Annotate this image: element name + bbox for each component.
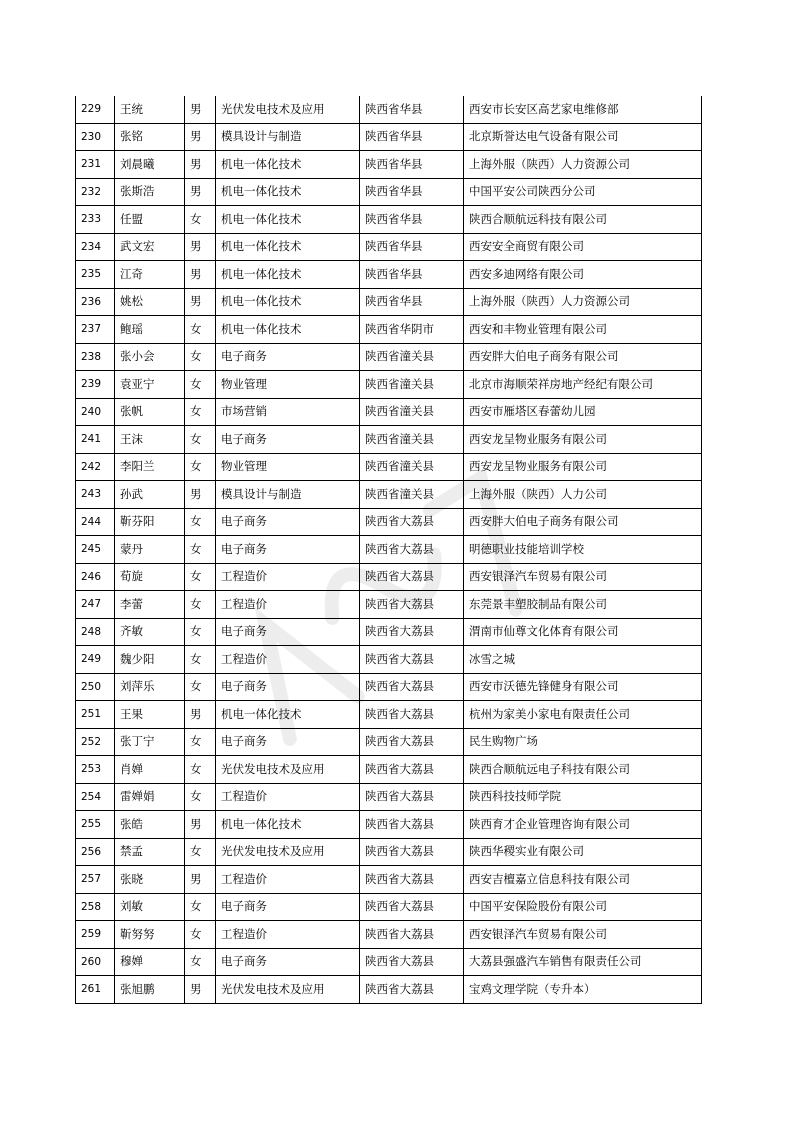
employer-cell: 北京斯誉达电气设备有限公司 xyxy=(464,123,702,151)
name-cell: 江奇 xyxy=(115,261,185,289)
major-cell: 光伏发电技术及应用 xyxy=(216,838,360,866)
table-row xyxy=(76,371,702,399)
table-row xyxy=(76,838,702,866)
name-cell: 刘晨曦 xyxy=(115,151,185,179)
origin-cell: 陕西省潼关县 xyxy=(360,453,464,481)
origin-cell: 陕西省潼关县 xyxy=(360,398,464,426)
origin-cell: 陕西省华县 xyxy=(360,206,464,234)
employer-cell: 陕西科技技师学院 xyxy=(464,783,702,811)
gender-cell: 女 xyxy=(185,646,216,674)
employer-cell: 西安银泽汽车贸易有限公司 xyxy=(464,921,702,949)
employer-cell: 中国平安公司陕西分公司 xyxy=(464,178,702,206)
major-cell: 光伏发电技术及应用 xyxy=(216,976,360,1004)
origin-cell: 陕西省大荔县 xyxy=(360,811,464,839)
gender-cell: 女 xyxy=(185,343,216,371)
origin-cell: 陕西省潼关县 xyxy=(360,343,464,371)
table-row xyxy=(76,673,702,701)
table-row xyxy=(76,316,702,344)
row-number-cell: 244 xyxy=(76,508,115,536)
origin-cell: 陕西省大荔县 xyxy=(360,646,464,674)
gender-cell: 男 xyxy=(185,811,216,839)
employer-cell: 西安银泽汽车贸易有限公司 xyxy=(464,563,702,591)
major-cell: 模具设计与制造 xyxy=(216,481,360,509)
gender-cell: 女 xyxy=(185,453,216,481)
employer-cell: 上海外服（陕西）人力公司 xyxy=(464,481,702,509)
major-cell: 电子商务 xyxy=(216,343,360,371)
gender-cell: 女 xyxy=(185,398,216,426)
employer-cell: 上海外服（陕西）人力资源公司 xyxy=(464,288,702,316)
table-body xyxy=(76,96,702,1003)
gender-cell: 女 xyxy=(185,673,216,701)
table-row xyxy=(76,646,702,674)
origin-cell: 陕西省大荔县 xyxy=(360,838,464,866)
origin-cell: 陕西省大荔县 xyxy=(360,893,464,921)
origin-cell: 陕西省大荔县 xyxy=(360,783,464,811)
major-cell: 机电一体化技术 xyxy=(216,701,360,729)
major-cell: 机电一体化技术 xyxy=(216,178,360,206)
major-cell: 电子商务 xyxy=(216,728,360,756)
employer-cell: 北京市海顺荣祥房地产经纪有限公司 xyxy=(464,371,702,399)
origin-cell: 陕西省华县 xyxy=(360,151,464,179)
row-number-cell: 236 xyxy=(76,288,115,316)
major-cell: 机电一体化技术 xyxy=(216,316,360,344)
employer-cell: 中国平安保险股份有限公司 xyxy=(464,893,702,921)
major-cell: 电子商务 xyxy=(216,893,360,921)
name-cell: 穆婵 xyxy=(115,948,185,976)
name-cell: 鲍瑶 xyxy=(115,316,185,344)
row-number-cell: 245 xyxy=(76,536,115,564)
major-cell: 物业管理 xyxy=(216,453,360,481)
major-cell: 电子商务 xyxy=(216,948,360,976)
row-number-cell: 253 xyxy=(76,756,115,784)
row-number-cell: 237 xyxy=(76,316,115,344)
row-number-cell: 256 xyxy=(76,838,115,866)
table-row xyxy=(76,591,702,619)
name-cell: 张斯浩 xyxy=(115,178,185,206)
origin-cell: 陕西省大荔县 xyxy=(360,921,464,949)
name-cell: 张小会 xyxy=(115,343,185,371)
name-cell: 张帆 xyxy=(115,398,185,426)
name-cell: 李阳兰 xyxy=(115,453,185,481)
name-cell: 王统 xyxy=(115,96,185,123)
row-number-cell: 261 xyxy=(76,976,115,1004)
major-cell: 电子商务 xyxy=(216,673,360,701)
row-number-cell: 250 xyxy=(76,673,115,701)
table-row xyxy=(76,756,702,784)
row-number-cell: 231 xyxy=(76,151,115,179)
employer-cell: 东莞景丰塑胶制品有限公司 xyxy=(464,591,702,619)
table-row xyxy=(76,261,702,289)
employer-cell: 陕西合顺航远科技有限公司 xyxy=(464,206,702,234)
table-row xyxy=(76,701,702,729)
gender-cell: 男 xyxy=(185,233,216,261)
gender-cell: 男 xyxy=(185,481,216,509)
major-cell: 工程造价 xyxy=(216,866,360,894)
row-number-cell: 229 xyxy=(76,96,115,123)
name-cell: 张晓 xyxy=(115,866,185,894)
employer-cell: 陕西华稷实业有限公司 xyxy=(464,838,702,866)
origin-cell: 陕西省华县 xyxy=(360,123,464,151)
name-cell: 刘萍乐 xyxy=(115,673,185,701)
name-cell: 魏少阳 xyxy=(115,646,185,674)
gender-cell: 女 xyxy=(185,563,216,591)
origin-cell: 陕西省潼关县 xyxy=(360,371,464,399)
row-number-cell: 233 xyxy=(76,206,115,234)
employer-cell: 西安龙呈物业服务有限公司 xyxy=(464,453,702,481)
gender-cell: 男 xyxy=(185,866,216,894)
gender-cell: 女 xyxy=(185,921,216,949)
table-row xyxy=(76,783,702,811)
name-cell: 武文宏 xyxy=(115,233,185,261)
row-number-cell: 239 xyxy=(76,371,115,399)
row-number-cell: 246 xyxy=(76,563,115,591)
origin-cell: 陕西省大荔县 xyxy=(360,948,464,976)
table-row xyxy=(76,536,702,564)
origin-cell: 陕西省华阴市 xyxy=(360,316,464,344)
row-number-cell: 240 xyxy=(76,398,115,426)
major-cell: 工程造价 xyxy=(216,646,360,674)
table-row xyxy=(76,728,702,756)
name-cell: 张旭鹏 xyxy=(115,976,185,1004)
table-row xyxy=(76,893,702,921)
row-number-cell: 249 xyxy=(76,646,115,674)
table-row xyxy=(76,123,702,151)
name-cell: 张皓 xyxy=(115,811,185,839)
name-cell: 李蕾 xyxy=(115,591,185,619)
name-cell: 荀旋 xyxy=(115,563,185,591)
gender-cell: 女 xyxy=(185,591,216,619)
name-cell: 齐敏 xyxy=(115,618,185,646)
origin-cell: 陕西省潼关县 xyxy=(360,426,464,454)
row-number-cell: 230 xyxy=(76,123,115,151)
name-cell: 肖婵 xyxy=(115,756,185,784)
origin-cell: 陕西省大荔县 xyxy=(360,591,464,619)
major-cell: 市场营销 xyxy=(216,398,360,426)
row-number-cell: 254 xyxy=(76,783,115,811)
name-cell: 王沫 xyxy=(115,426,185,454)
table-row xyxy=(76,288,702,316)
name-cell: 张铭 xyxy=(115,123,185,151)
origin-cell: 陕西省华县 xyxy=(360,96,464,123)
major-cell: 机电一体化技术 xyxy=(216,811,360,839)
origin-cell: 陕西省大荔县 xyxy=(360,728,464,756)
employer-cell: 西安吉檀嘉立信息科技有限公司 xyxy=(464,866,702,894)
origin-cell: 陕西省大荔县 xyxy=(360,563,464,591)
table-row xyxy=(76,151,702,179)
origin-cell: 陕西省大荔县 xyxy=(360,976,464,1004)
row-number-cell: 238 xyxy=(76,343,115,371)
row-number-cell: 252 xyxy=(76,728,115,756)
major-cell: 工程造价 xyxy=(216,591,360,619)
employer-cell: 西安胖大伯电子商务有限公司 xyxy=(464,343,702,371)
row-number-cell: 257 xyxy=(76,866,115,894)
table-row xyxy=(76,453,702,481)
name-cell: 禁孟 xyxy=(115,838,185,866)
row-number-cell: 251 xyxy=(76,701,115,729)
gender-cell: 男 xyxy=(185,178,216,206)
name-cell: 孙武 xyxy=(115,481,185,509)
row-number-cell: 247 xyxy=(76,591,115,619)
employer-cell: 上海外服（陕西）人力资源公司 xyxy=(464,151,702,179)
table-row xyxy=(76,426,702,454)
major-cell: 机电一体化技术 xyxy=(216,288,360,316)
row-number-cell: 255 xyxy=(76,811,115,839)
origin-cell: 陕西省大荔县 xyxy=(360,618,464,646)
major-cell: 电子商务 xyxy=(216,536,360,564)
gender-cell: 女 xyxy=(185,756,216,784)
gender-cell: 女 xyxy=(185,618,216,646)
gender-cell: 男 xyxy=(185,123,216,151)
employer-cell: 西安龙呈物业服务有限公司 xyxy=(464,426,702,454)
major-cell: 电子商务 xyxy=(216,426,360,454)
name-cell: 雷婵娟 xyxy=(115,783,185,811)
gender-cell: 男 xyxy=(185,701,216,729)
major-cell: 物业管理 xyxy=(216,371,360,399)
row-number-cell: 235 xyxy=(76,261,115,289)
major-cell: 工程造价 xyxy=(216,921,360,949)
gender-cell: 女 xyxy=(185,838,216,866)
major-cell: 电子商务 xyxy=(216,508,360,536)
gender-cell: 女 xyxy=(185,728,216,756)
graduate-employment-table xyxy=(75,96,702,1004)
major-cell: 电子商务 xyxy=(216,618,360,646)
employer-cell: 陕西合顺航远电子科技有限公司 xyxy=(464,756,702,784)
name-cell: 王果 xyxy=(115,701,185,729)
table-row xyxy=(76,508,702,536)
gender-cell: 男 xyxy=(185,288,216,316)
name-cell: 刘敏 xyxy=(115,893,185,921)
employer-cell: 大荔县强盛汽车销售有限责任公司 xyxy=(464,948,702,976)
row-number-cell: 259 xyxy=(76,921,115,949)
employer-cell: 西安胖大伯电子商务有限公司 xyxy=(464,508,702,536)
employer-cell: 渭南市仙尊文化体育有限公司 xyxy=(464,618,702,646)
origin-cell: 陕西省大荔县 xyxy=(360,673,464,701)
gender-cell: 女 xyxy=(185,426,216,454)
row-number-cell: 248 xyxy=(76,618,115,646)
employer-cell: 宝鸡文理学院（专升本） xyxy=(464,976,702,1004)
gender-cell: 女 xyxy=(185,316,216,344)
employer-cell: 明德职业技能培训学校 xyxy=(464,536,702,564)
employer-cell: 西安市沃德先锋健身有限公司 xyxy=(464,673,702,701)
gender-cell: 女 xyxy=(185,536,216,564)
origin-cell: 陕西省大荔县 xyxy=(360,536,464,564)
table-row xyxy=(76,178,702,206)
origin-cell: 陕西省潼关县 xyxy=(360,481,464,509)
employer-cell: 西安和丰物业管理有限公司 xyxy=(464,316,702,344)
row-number-cell: 234 xyxy=(76,233,115,261)
name-cell: 任盟 xyxy=(115,206,185,234)
gender-cell: 男 xyxy=(185,151,216,179)
table-row xyxy=(76,206,702,234)
gender-cell: 男 xyxy=(185,261,216,289)
gender-cell: 女 xyxy=(185,206,216,234)
gender-cell: 女 xyxy=(185,508,216,536)
name-cell: 袁亚宁 xyxy=(115,371,185,399)
major-cell: 机电一体化技术 xyxy=(216,233,360,261)
origin-cell: 陕西省华县 xyxy=(360,261,464,289)
gender-cell: 女 xyxy=(185,783,216,811)
row-number-cell: 243 xyxy=(76,481,115,509)
employer-cell: 西安安全商贸有限公司 xyxy=(464,233,702,261)
origin-cell: 陕西省大荔县 xyxy=(360,866,464,894)
employer-cell: 杭州为家美小家电有限责任公司 xyxy=(464,701,702,729)
employer-cell: 冰雪之城 xyxy=(464,646,702,674)
major-cell: 机电一体化技术 xyxy=(216,206,360,234)
origin-cell: 陕西省大荔县 xyxy=(360,701,464,729)
row-number-cell: 242 xyxy=(76,453,115,481)
employer-cell: 西安多迪网络有限公司 xyxy=(464,261,702,289)
employer-cell: 西安市长安区高艺家电维修部 xyxy=(464,96,702,123)
gender-cell: 女 xyxy=(185,948,216,976)
table-row xyxy=(76,481,702,509)
major-cell: 工程造价 xyxy=(216,783,360,811)
major-cell: 光伏发电技术及应用 xyxy=(216,96,360,123)
table-row xyxy=(76,976,702,1004)
origin-cell: 陕西省大荔县 xyxy=(360,756,464,784)
gender-cell: 女 xyxy=(185,371,216,399)
name-cell: 靳努努 xyxy=(115,921,185,949)
gender-cell: 男 xyxy=(185,96,216,123)
table-row xyxy=(76,343,702,371)
origin-cell: 陕西省华县 xyxy=(360,288,464,316)
table-row xyxy=(76,563,702,591)
origin-cell: 陕西省华县 xyxy=(360,233,464,261)
table-row xyxy=(76,618,702,646)
name-cell: 蒙丹 xyxy=(115,536,185,564)
origin-cell: 陕西省华县 xyxy=(360,178,464,206)
row-number-cell: 241 xyxy=(76,426,115,454)
row-number-cell: 258 xyxy=(76,893,115,921)
major-cell: 机电一体化技术 xyxy=(216,261,360,289)
row-number-cell: 232 xyxy=(76,178,115,206)
name-cell: 姚松 xyxy=(115,288,185,316)
row-number-cell: 260 xyxy=(76,948,115,976)
table-row xyxy=(76,811,702,839)
table-row xyxy=(76,866,702,894)
gender-cell: 女 xyxy=(185,893,216,921)
table-row xyxy=(76,398,702,426)
gender-cell: 男 xyxy=(185,976,216,1004)
employer-cell: 陕西育才企业管理咨询有限公司 xyxy=(464,811,702,839)
major-cell: 模具设计与制造 xyxy=(216,123,360,151)
name-cell: 张丁宁 xyxy=(115,728,185,756)
table-row xyxy=(76,233,702,261)
major-cell: 光伏发电技术及应用 xyxy=(216,756,360,784)
origin-cell: 陕西省大荔县 xyxy=(360,508,464,536)
major-cell: 机电一体化技术 xyxy=(216,151,360,179)
employer-cell: 民生购物广场 xyxy=(464,728,702,756)
table-row xyxy=(76,948,702,976)
employer-cell: 西安市雁塔区春蕾幼儿园 xyxy=(464,398,702,426)
table-row xyxy=(76,96,702,123)
name-cell: 靳芬阳 xyxy=(115,508,185,536)
table-row xyxy=(76,921,702,949)
major-cell: 工程造价 xyxy=(216,563,360,591)
